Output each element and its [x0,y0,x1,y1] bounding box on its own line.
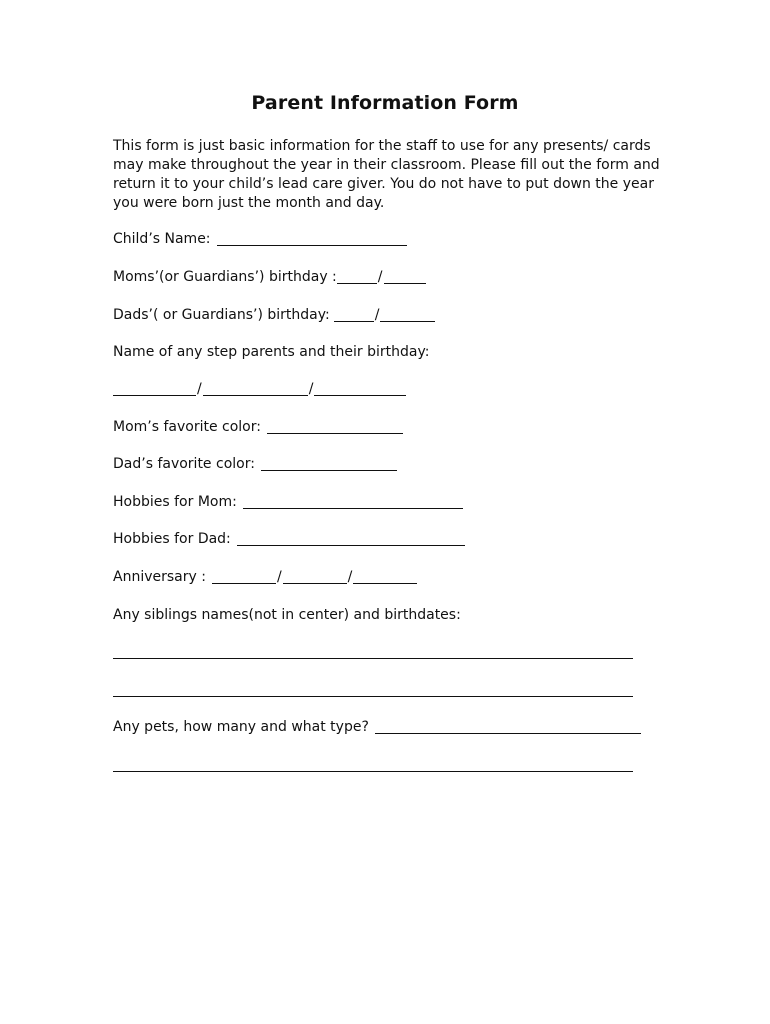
intro-paragraph [113,137,660,213]
date-separator: / [197,381,202,397]
dad-color-row [113,455,397,473]
mom-color-row [113,418,403,436]
intro-line: you were born just the month and day. [113,195,385,211]
siblings-row [113,606,461,624]
date-separator: / [347,569,353,585]
mom-birthday-month-field[interactable] [337,268,377,284]
child-name-field[interactable] [217,230,407,246]
date-separator: / [276,569,282,585]
pets-label: Any pets, how many and what type? [113,719,369,735]
pets-row [113,718,641,736]
anniversary-day-field[interactable] [283,568,347,584]
dad-color-label: Dad’s favorite color: [113,456,255,472]
mom-color-label: Mom’s favorite color: [113,419,261,435]
dad-birthday-day-field[interactable] [380,306,435,322]
step-parents-label: Name of any step parents and their birthday: [113,344,430,360]
pets-line-2[interactable] [113,771,633,772]
dad-hobbies-field[interactable] [237,530,465,546]
step-parents-row [113,343,429,361]
siblings-line-2[interactable] [113,696,633,697]
intro-line: return it to your child’s lead care giver. You do not have to put down the year [113,176,654,192]
dad-hobbies-label: Hobbies for Dad: [113,531,231,547]
anniversary-label: Anniversary : [113,569,206,585]
dad-birthday-label: Dads’( or Guardians’) birthday: [113,307,330,323]
date-separator: / [374,307,380,323]
step-parents-fields-row [113,380,406,398]
page-title: Parent Information Form [251,92,519,114]
siblings-label: Any siblings names(not in center) and birthdates: [113,607,461,623]
anniversary-row [113,568,417,586]
mom-birthday-day-field[interactable] [384,268,426,284]
step-parent-day-field[interactable] [314,380,406,396]
mom-color-field[interactable] [267,418,403,434]
mom-hobbies-label: Hobbies for Mom: [113,494,237,510]
dad-hobbies-row [113,530,465,548]
anniversary-year-field[interactable] [353,568,417,584]
dad-birthday-month-field[interactable] [334,306,374,322]
child-name-row [113,230,407,248]
child-name-label: Child’s Name: [113,231,211,247]
date-separator: / [377,269,383,285]
intro-line: may make throughout the year in their classroom. Please fill out the form and [113,157,660,173]
anniversary-month-field[interactable] [212,568,276,584]
mom-hobbies-field[interactable] [243,493,463,509]
siblings-line-1[interactable] [113,658,633,659]
mom-hobbies-row [113,493,463,511]
dad-color-field[interactable] [261,455,397,471]
date-separator: / [308,381,314,397]
pets-field[interactable] [375,718,641,734]
mom-birthday-label: Moms’(or Guardians’) birthday : [113,269,337,285]
step-parent-name-field[interactable] [113,380,196,396]
intro-line: This form is just basic information for the staff to use for any presents/ cards [113,138,651,154]
mom-birthday-row [113,268,426,286]
dad-birthday-row [113,306,435,324]
step-parent-month-field[interactable] [203,380,308,396]
